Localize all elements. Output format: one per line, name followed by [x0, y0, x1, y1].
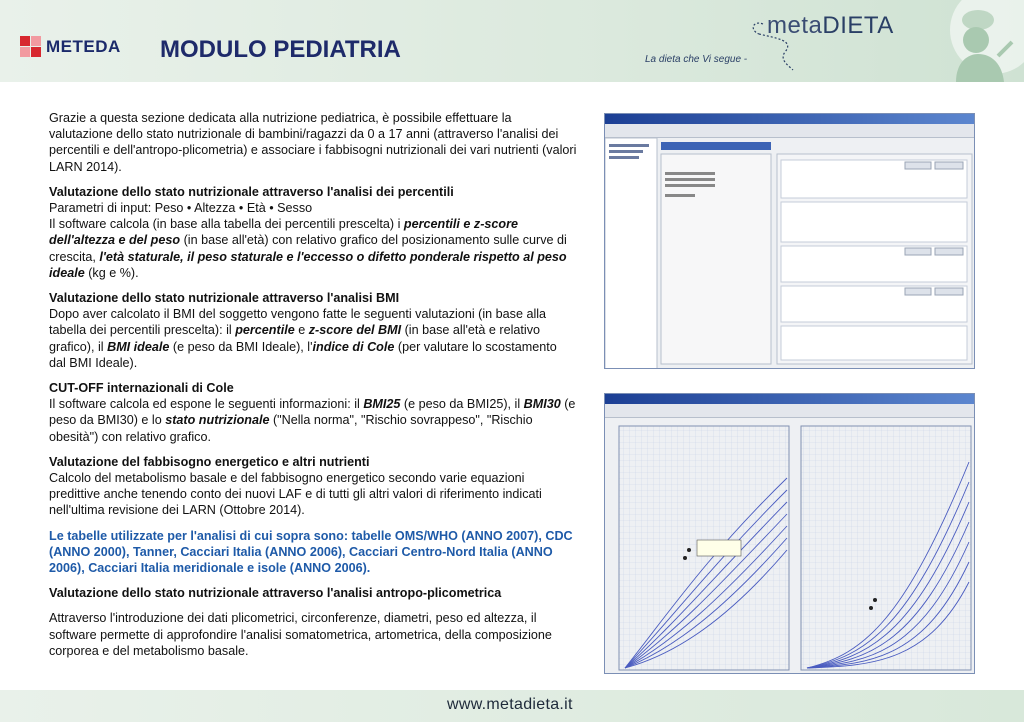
- section-percentili: [49, 184, 577, 281]
- brand-tagline: La dieta che Vi segue -: [645, 54, 748, 65]
- text: Il software calcola (in base alla tabella dei percentili prescelta) i: [49, 217, 404, 232]
- window-toolbar: [605, 404, 974, 418]
- page-header: [0, 0, 1024, 82]
- section-cole: [49, 380, 577, 445]
- website-url[interactable]: www.metadieta.it: [447, 696, 573, 713]
- text: e: [294, 323, 309, 338]
- section-heading: Valutazione dello stato nutrizionale attraverso l'analisi dei percentili: [49, 184, 454, 199]
- section-fabbisogno: [49, 454, 577, 519]
- chef-mascot-icon: [912, 0, 1024, 82]
- section-heading: CUT-OFF internazionali di Cole: [49, 381, 234, 396]
- intro-paragraph: Grazie a questa sezione dedicata alla nutrizione pediatrica, è possibile effettuare la valutazione dello stato nutrizionale di bambini/ragazzi da 0 a 17 anni (attraverso l'analisi dei percentili e dell'antropo-plicometria) e associare i fabbisogni nutrizionali dei vari nutrienti (valori LARN 2014).: [49, 111, 577, 174]
- text: (in base all'età) con relativo grafico del posizionamento sulle curve di crescita,: [49, 233, 567, 264]
- emphasis: BMI25: [363, 397, 401, 412]
- text: Dopo aver calcolato il BMI del soggetto vengono fatte le seguenti valutazioni (in base alla tabella dei percentili prescelta): il: [49, 307, 547, 338]
- input-params: Parametri di input: Peso • Altezza • Età • Sesso: [49, 201, 313, 216]
- software-screenshot-growth-charts: [604, 393, 975, 674]
- company-name: METEDA: [46, 37, 121, 56]
- main-content: [49, 110, 577, 668]
- window-titlebar: [605, 114, 974, 124]
- section-heading-antropo: Valutazione dello stato nutrizionale attraverso l'analisi antropo-plicometrica: [49, 586, 502, 601]
- meteda-logo: [20, 36, 121, 58]
- section-antropo-body: Attraverso l'introduzione dei dati plicometrici, circonferenze, diametri, peso ed altezza, il software permette di approfondire l'analisi somatometrica, artometrica, della composizione corporea e del metabolismo basale.: [49, 611, 552, 658]
- text: (in base all'età e relativo grafico), il: [49, 323, 541, 354]
- form-preview-image: [605, 138, 975, 369]
- emphasis: stato nutrizionale: [165, 413, 270, 428]
- text: (e peso da BMI30) e lo: [49, 397, 576, 428]
- emphasis: z-score del BMI: [308, 323, 402, 338]
- metadieta-logo: [645, 10, 915, 72]
- page-footer: [0, 690, 1024, 722]
- growth-charts-image: [605, 418, 975, 674]
- text: ("Nella norma", "Rischio sovrappeso", "Rischio obesità") con relativo grafico.: [49, 413, 533, 444]
- emphasis: l'età staturale, il peso staturale e l'eccesso o difetto ponderale rispetto al peso ideale: [49, 249, 567, 280]
- window-titlebar: [605, 394, 974, 404]
- text: (per valutare lo scostamento dal BMI Ideale).: [49, 339, 557, 370]
- text: Calcolo del metabolismo basale e del fabbisogno energetico secondo varie equazioni predittive anche tenendo conto dei nuovi LAF e di tutti gli altri valori di riferimento indicati nell'ultima revisione dei LARN (Ottobre 2014).: [49, 471, 542, 518]
- page-title: MODULO PEDIATRIA: [160, 36, 401, 63]
- brand-name: metaDIETA: [767, 12, 894, 39]
- emphasis: BMI30: [523, 397, 561, 412]
- tables-note: Le tabelle utilizzate per l'analisi di cui sopra sono: tabelle OMS/WHO (ANNO 2007), CDC (ANNO 2000), Tanner, Cacciari Italia (ANNO 2006), Cacciari Centro-Nord Italia (ANNO 2006), Cacciari Italia meridionale e isole (ANNO 2006).: [49, 528, 573, 576]
- text: (kg e %).: [84, 265, 139, 280]
- emphasis: percentile: [235, 323, 295, 338]
- meteda-logo-icon: [20, 36, 42, 58]
- text: (e peso da BMI25), il: [400, 397, 524, 412]
- emphasis: percentili e z-score dell'altezza e del peso: [49, 217, 518, 248]
- emphasis: BMI ideale: [107, 339, 170, 354]
- emphasis: indice di Cole: [312, 339, 395, 354]
- software-screenshot-form: [604, 113, 975, 369]
- section-bmi: [49, 290, 577, 371]
- text: (e peso da BMI Ideale), l': [169, 339, 313, 354]
- section-heading: Valutazione dello stato nutrizionale attraverso l'analisi BMI: [49, 291, 400, 306]
- text: Il software calcola ed espone le seguenti informazioni: il: [49, 397, 364, 412]
- section-heading: Valutazione del fabbisogno energetico e altri nutrienti: [49, 454, 370, 469]
- window-toolbar: [605, 124, 974, 138]
